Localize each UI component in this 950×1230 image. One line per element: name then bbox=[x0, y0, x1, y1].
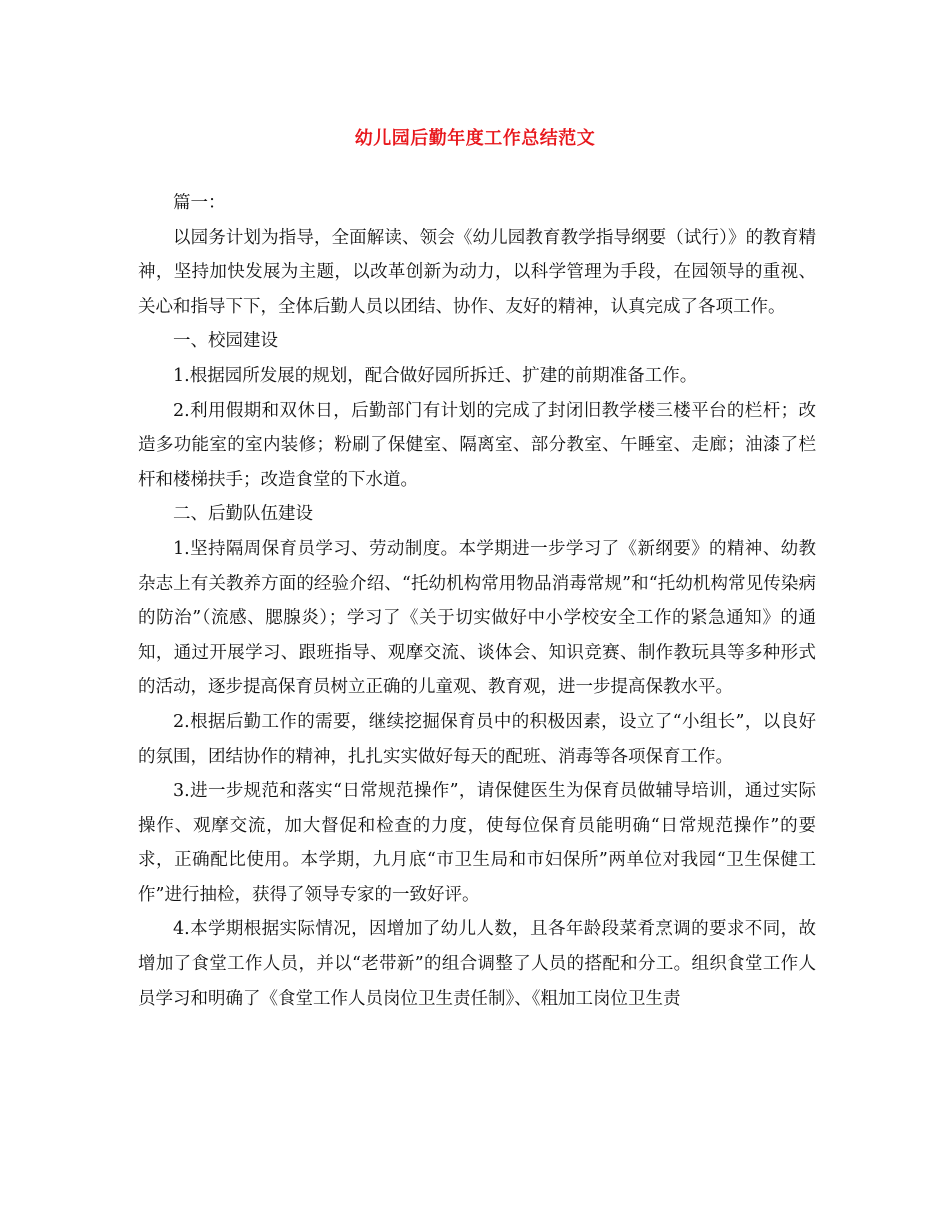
paragraph: 2.根据后勤工作的需要，继续挖掘保育员中的积极因素，设立了“小组长”，以良好的氛围，团结协作的精神，扎扎实实做好每天的配班、消毒等各项保育工作。 bbox=[138, 711, 816, 767]
document-title: 幼儿园后勤年度工作总结范文 bbox=[354, 128, 596, 149]
section-label: 篇一： bbox=[173, 193, 226, 213]
paragraph: 1.坚持隔周保育员学习、劳动制度。本学期进一步学习了《新纲要》的精神、幼教杂志上有关教养方面的经验介绍、“托幼机构常用物品消毒常规”和“托幼机构常见传染病的防治”（流感、腮腺炎）；学习了《关于切实做好中小学校安全工作的紧急通知》的通知，通过开展学习、跟班指导、观摩交流、谈体会、知识竞赛、制作教玩具等多种形式的活动，逐步提高保育员树立正确的儿童观、教育观，进一步提高保教水平。 bbox=[138, 538, 816, 698]
paragraph: 以园务计划为指导，全面解读、领会《幼儿园教育教学指导纲要（试行）》的教育精神，坚持加快发展为主题，以改革创新为动力，以科学管理为手段，在园领导的重视、关心和指导下下，全体后勤人员以团结、协作、友好的精神，认真完成了各项工作。 bbox=[138, 227, 816, 317]
section-heading: 二、后勤队伍建设 bbox=[173, 504, 313, 525]
section-heading: 一、校园建设 bbox=[173, 331, 278, 352]
paragraph: 2.利用假期和双休日，后勤部门有计划的完成了封闭旧教学楼三楼平台的栏杆；改造多功能室的室内装修；粉刷了保健室、隔离室、部分教室、午睡室、走廊；油漆了栏杆和楼梯扶手；改造食堂的下水道。 bbox=[138, 400, 816, 490]
paragraph: 3.进一步规范和落实“日常规范操作”，请保健医生为保育员做辅导培训，通过实际操作、观摩交流，加大督促和检查的力度，使每位保育员能明确“日常规范操作”的要求，正确配比使用。本学期，九月底“市卫生局和市妇保所”两单位对我园“卫生保健工作”进行抽检，获得了领导专家的一致好评。 bbox=[138, 781, 816, 905]
paragraph: 4.本学期根据实际情况，因增加了幼儿人数，且各年龄段菜肴烹调的要求不同，故增加了食堂工作人员，并以“老带新”的组合调整了人员的搭配和分工。组织食堂工作人员学习和明确了《食堂工作人员岗位卫生责任制》、《粗加工岗位卫生责 bbox=[138, 919, 816, 1009]
document-body bbox=[138, 186, 816, 1016]
paragraph: 1.根据园所发展的规划，配合做好园所拆迁、扩建的前期准备工作。 bbox=[173, 365, 698, 386]
